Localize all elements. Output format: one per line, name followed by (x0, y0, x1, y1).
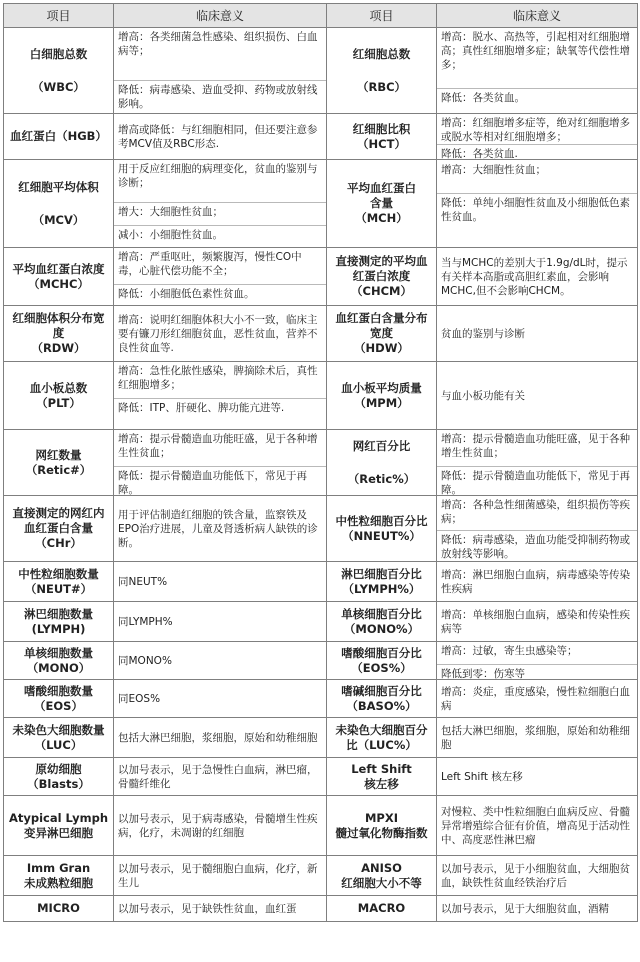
clinical-meaning-cell (114, 602, 327, 642)
item-abbreviation: （Blasts） (27, 776, 90, 791)
meaning-entry: 增高：单核细胞白血病，感染和传染性疾病等 (441, 608, 630, 635)
item-abbreviation: （Retic%） (347, 471, 416, 486)
item-name: 嗜酸细胞百分比 (341, 645, 422, 660)
item-abbreviation: （NNEUT%） (342, 528, 421, 543)
item-name: Atypical Lymph 变异淋巴细胞 (8, 810, 109, 840)
meaning-entry: 增高：提示骨髓造血功能旺盛，见于各种增生性贫血； (118, 433, 318, 459)
meaning-entry: 增高：各种急性细菌感染，组织损伤等疾病； (441, 499, 630, 525)
clinical-meaning-cell (437, 114, 638, 160)
item-name-cell (4, 896, 114, 922)
clinical-meaning-cell (437, 642, 638, 680)
item-name-cell (327, 642, 437, 680)
meaning-entry: 以加号表示，见于髓细胞白血病，化疗，新生儿 (118, 862, 318, 889)
clinical-meaning-cell (437, 306, 638, 362)
meaning-entry: 贫血的鉴别与诊断 (441, 327, 525, 340)
table-row (4, 896, 638, 922)
item-name: 淋巴细胞百分比 (341, 566, 422, 581)
item-abbreviation: （RDW） (31, 341, 86, 355)
item-abbreviation: （MONO） (26, 660, 91, 675)
item-abbreviation: （BASO%） (346, 698, 417, 713)
meaning-entry: 降低：提示骨髓造血功能低下，常见于再障。 (437, 466, 637, 495)
table-row (4, 362, 638, 430)
table-row (4, 160, 638, 248)
item-name: 中性粒细胞数量 (18, 566, 99, 581)
item-abbreviation: （PLT） (36, 395, 81, 410)
item-name-cell (4, 562, 114, 602)
item-abbreviation: （EOS%） (351, 660, 412, 675)
meaning-entry: 以加号表示，见于大细胞贫血，酒精 (441, 902, 609, 915)
item-name-cell (327, 430, 437, 496)
clinical-meaning-cell (437, 362, 638, 430)
item-name: Imm Gran (26, 860, 91, 875)
item-name-cell (327, 114, 437, 160)
item-name: 白细胞总数 (29, 46, 88, 61)
table-row (4, 248, 638, 306)
meaning-entry: 包括大淋巴细胞，浆细胞，原始和幼稚细胞 (441, 724, 630, 751)
meaning-entry: 同EOS% (118, 692, 161, 705)
clinical-meaning-cell (437, 680, 638, 718)
item-name-cell (327, 718, 437, 758)
item-name-cell (327, 602, 437, 642)
item-name: 平均血红蛋白 (347, 181, 416, 195)
item-name: 血小板总数 (29, 380, 88, 395)
item-abbreviation: （Retic#） (25, 462, 92, 477)
item-abbreviation: （HDW） (354, 341, 409, 355)
meaning-entry: 增高：提示骨髓造血功能旺盛，见于各种增生性贫血； (441, 433, 630, 459)
table-row (4, 718, 638, 758)
item-name: 核左移 (364, 776, 399, 791)
spacer (7, 195, 110, 213)
item-name-cell (327, 896, 437, 922)
meaning-entry: 对慢粒、类中性粒细胞白血病反应、骨髓异常增殖综合征有价值，增高见于活动性中、高度恶性淋巴瘤 (441, 805, 630, 846)
clinical-meaning-cell (437, 896, 638, 922)
item-abbreviation: （RBC） (356, 79, 407, 94)
item-abbreviation: （LYMPH%） (342, 581, 421, 596)
meaning-entry: 增高：过敏，寄生虫感染等； (441, 645, 578, 657)
item-abbreviation: （EOS） (34, 698, 83, 713)
meaning-entry: 以加号表示，见于急慢性白血病，淋巴瘤，骨髓纤维化 (118, 763, 318, 790)
table-row (4, 796, 638, 856)
meaning-entry: 包括大淋巴细胞，浆细胞，原始和幼稚细胞 (118, 731, 318, 744)
meaning-entry: 降低：病毒感染、造血受抑、药物或放射线影响。 (114, 80, 326, 113)
item-name: 红细胞平均体积 (18, 179, 99, 194)
item-name-cell (4, 114, 114, 160)
clinical-meaning-cell (114, 562, 327, 602)
item-name-cell (4, 758, 114, 796)
item-name-cell (327, 680, 437, 718)
meaning-entry: 增高：淋巴细胞白血病，病毒感染等传染性疾病 (441, 568, 630, 595)
clinical-meaning-cell (114, 896, 327, 922)
item-name-cell (327, 562, 437, 602)
header-meaning: 临床意义 (437, 4, 638, 28)
item-name-cell (4, 430, 114, 496)
clinical-meaning-cell (437, 796, 638, 856)
item-abbreviation: （LUC） (34, 737, 83, 752)
meaning-entry: 降低：提示骨髓造血功能低下，常见于再障。 (114, 466, 326, 495)
header-item: 项目 (4, 4, 114, 28)
item-name: 血小板平均质量 (341, 380, 422, 395)
item-name: 红细胞大小不等 (341, 875, 422, 890)
item-name: 未染色大细胞百分比（LUC%） (335, 722, 428, 752)
item-abbreviation: （MCHC） (28, 276, 89, 291)
clinical-meaning-cell (114, 430, 327, 496)
meaning-entry: 以加号表示，见于缺铁性贫血，血红蛋 (118, 902, 297, 915)
item-name-cell (4, 160, 114, 248)
item-abbreviation: （CHr） (35, 536, 82, 550)
item-name-cell (327, 306, 437, 362)
item-name-cell (4, 248, 114, 306)
item-abbreviation: （CHCM） (351, 284, 412, 298)
meaning-entry: 以加号表示，见于小细胞贫血，大细胞贫血，缺铁性贫血经铁治疗后 (441, 862, 630, 889)
item-name-cell (327, 28, 437, 114)
item-name-cell (4, 362, 114, 430)
meaning-entry: 减小：小细胞性贫血。 (114, 225, 326, 247)
item-name: 红细胞体积分布宽度 (12, 311, 105, 340)
clinical-meaning-cell (437, 602, 638, 642)
item-name-cell (4, 642, 114, 680)
meaning-entry: 与血小板功能有关 (441, 389, 525, 402)
meaning-entry: 增高：说明红细胞体积大小不一致，临床主要有镰刀形红细胞贫血，恶性贫血，营养不良性贫血等. (118, 313, 318, 354)
table-header-row (4, 4, 638, 28)
item-name: ANISO (361, 860, 402, 875)
item-name: 髓过氧化物酶指数 (335, 825, 428, 840)
table-row (4, 562, 638, 602)
meaning-entry: 降低：病毒感染，造血功能受抑制药物或放射线等影响。 (437, 530, 637, 561)
item-name-cell (327, 796, 437, 856)
clinical-meaning-cell (437, 28, 638, 114)
item-name-cell (327, 160, 437, 248)
item-name: 未成熟粒细胞 (24, 875, 93, 890)
meaning-entry: 降低：ITP、肝硬化、脾功能亢进等. (114, 398, 326, 429)
item-name: MICRO (37, 901, 80, 915)
clinical-meaning-cell (437, 562, 638, 602)
clinical-meaning-cell (437, 496, 638, 562)
item-name: 直接测定的网红内血红蛋白含量 (12, 506, 105, 535)
clinical-meaning-cell (114, 114, 327, 160)
clinical-meaning-cell (114, 642, 327, 680)
clinical-meaning-cell (114, 796, 327, 856)
item-abbreviation: （WBC） (32, 79, 85, 94)
item-name: MPXI (364, 810, 399, 825)
clinical-meaning-cell (437, 248, 638, 306)
clinical-meaning-cell (114, 856, 327, 896)
meaning-entry: 用于评估制造红细胞的铁含量，监察铁及EPO治疗进展，儿童及肾透析病人缺铁的诊断。 (118, 508, 318, 549)
clinical-meaning-cell (437, 718, 638, 758)
table-row (4, 602, 638, 642)
item-name: MACRO (357, 901, 406, 915)
item-name: 未染色大细胞数量 (12, 722, 105, 737)
item-name-cell (4, 28, 114, 114)
item-abbreviation: （MONO%） (343, 621, 420, 636)
meaning-entry: 降低：小细胞低色素性贫血。 (114, 284, 326, 305)
item-name: 单核细胞数量 (24, 645, 93, 660)
clinical-meaning-cell (437, 758, 638, 796)
table-row (4, 680, 638, 718)
item-name-cell (327, 362, 437, 430)
item-name-cell (4, 306, 114, 362)
table-row (4, 28, 638, 114)
spacer (330, 62, 433, 80)
clinical-meaning-cell (114, 496, 327, 562)
clinical-meaning-cell (114, 680, 327, 718)
item-name-cell (4, 856, 114, 896)
item-name: 网红数量 (35, 447, 82, 462)
item-abbreviation: (LYMPH) (31, 621, 86, 636)
clinical-meaning-cell (114, 718, 327, 758)
item-name: 淋巴细胞数量 (24, 606, 93, 621)
table-row (4, 306, 638, 362)
item-abbreviation: （NEUT#） (24, 581, 93, 596)
table-row (4, 430, 638, 496)
meaning-entry: 以加号表示，见于病毒感染，骨髓增生性疾病，化疗，未凋谢的红细胞 (118, 812, 318, 839)
meaning-entry: 降低到零：伤寒等 (437, 664, 637, 679)
clinical-meaning-cell (114, 306, 327, 362)
item-name-cell (4, 718, 114, 758)
meaning-entry: 增高：急性化脓性感染，脾摘除术后，真性红细胞增多； (118, 365, 318, 391)
item-name: 嗜酸细胞数量 (24, 683, 93, 698)
table-row (4, 496, 638, 562)
item-name: 单核细胞百分比 (341, 606, 422, 621)
meaning-entry: 增高：红细胞增多症等，绝对红细胞增多或脱水等相对红细胞增多； (441, 117, 630, 143)
item-name: 血红蛋白含量分布宽度 (335, 311, 428, 340)
item-name-cell (327, 856, 437, 896)
clinical-reference-table (3, 3, 637, 922)
item-name: 红细胞比积 (352, 121, 411, 136)
clinical-meaning-cell (114, 248, 327, 306)
meaning-entry: 同LYMPH% (118, 615, 173, 628)
meaning-entry: 增高：严重呕吐，频繁腹泻，慢性CO中毒，心脏代偿功能不全； (118, 251, 302, 277)
table-row (4, 758, 638, 796)
meaning-entry: 同NEUT% (118, 575, 168, 588)
item-name: 平均血红蛋白浓度 (12, 261, 105, 276)
table-row (4, 642, 638, 680)
clinical-meaning-cell (114, 758, 327, 796)
meaning-entry: 用于反应红细胞的病理变化，贫血的鉴别与诊断； (118, 163, 318, 189)
item-name: 嗜碱细胞百分比 (341, 683, 422, 698)
clinical-meaning-cell (114, 362, 327, 430)
table-row (4, 114, 638, 160)
meaning-entry: 增高：炎症，重度感染，慢性粒细胞白血病 (441, 685, 630, 712)
spacer (7, 62, 110, 80)
item-name: 血红蛋白（HGB） (10, 129, 107, 143)
item-name: 网红百分比 (352, 438, 411, 453)
clinical-meaning-cell (114, 160, 327, 248)
meaning-entry: 增高或降低：与红细胞相同，但还要注意参考MCV值及RBC形态. (118, 123, 318, 150)
item-name: 直接测定的平均血红蛋白浓度 (335, 254, 428, 283)
item-abbreviation: （MPM） (354, 395, 409, 410)
item-abbreviation: （MCH） (355, 211, 408, 225)
clinical-meaning-cell (437, 160, 638, 248)
spacer (330, 454, 433, 472)
item-name: 中性粒细胞百分比 (335, 513, 428, 528)
meaning-entry: 降低：各类贫血。 (437, 88, 637, 113)
meaning-entry: Left Shift 核左移 (441, 770, 523, 783)
clinical-meaning-cell (437, 430, 638, 496)
item-name: 红细胞总数 (352, 46, 411, 61)
clinical-meaning-cell (114, 28, 327, 114)
item-name: 原幼细胞 (35, 761, 82, 776)
item-abbreviation: （MCV） (32, 212, 85, 227)
meaning-entry: 同MONO% (118, 654, 172, 667)
item-name-cell (4, 602, 114, 642)
item-name-cell (4, 796, 114, 856)
item-name: Left Shift (351, 761, 412, 776)
item-name-cell (327, 758, 437, 796)
meaning-entry: 当与MCHC的差别大于1.9g/dL时，提示有关样本高脂或高胆红素血，会影响MCHC,但不会影响CHCM。 (441, 256, 628, 297)
meaning-entry: 降低：单纯小细胞性贫血及小细胞低色素性贫血。 (437, 193, 637, 247)
meaning-entry: 增高：各类细菌急性感染、组织损伤、白血病等； (118, 31, 318, 57)
item-name: 含量 (370, 196, 393, 210)
meaning-entry: 增高：脱水、高热等，引起相对红细胞增高；真性红细胞增多症；缺氧等代偿性增多； (441, 31, 630, 71)
clinical-meaning-cell (437, 856, 638, 896)
item-name-cell (327, 248, 437, 306)
item-name-cell (4, 680, 114, 718)
meaning-entry: 增大：大细胞性贫血； (114, 202, 326, 225)
header-item: 项目 (327, 4, 437, 28)
table-row (4, 856, 638, 896)
item-name-cell (327, 496, 437, 562)
item-abbreviation: （HCT） (357, 136, 406, 151)
header-meaning: 临床意义 (114, 4, 327, 28)
meaning-entry: 增高：大细胞性贫血； (441, 163, 546, 176)
item-name-cell (4, 496, 114, 562)
meaning-entry: 降低：各类贫血. (437, 144, 637, 159)
